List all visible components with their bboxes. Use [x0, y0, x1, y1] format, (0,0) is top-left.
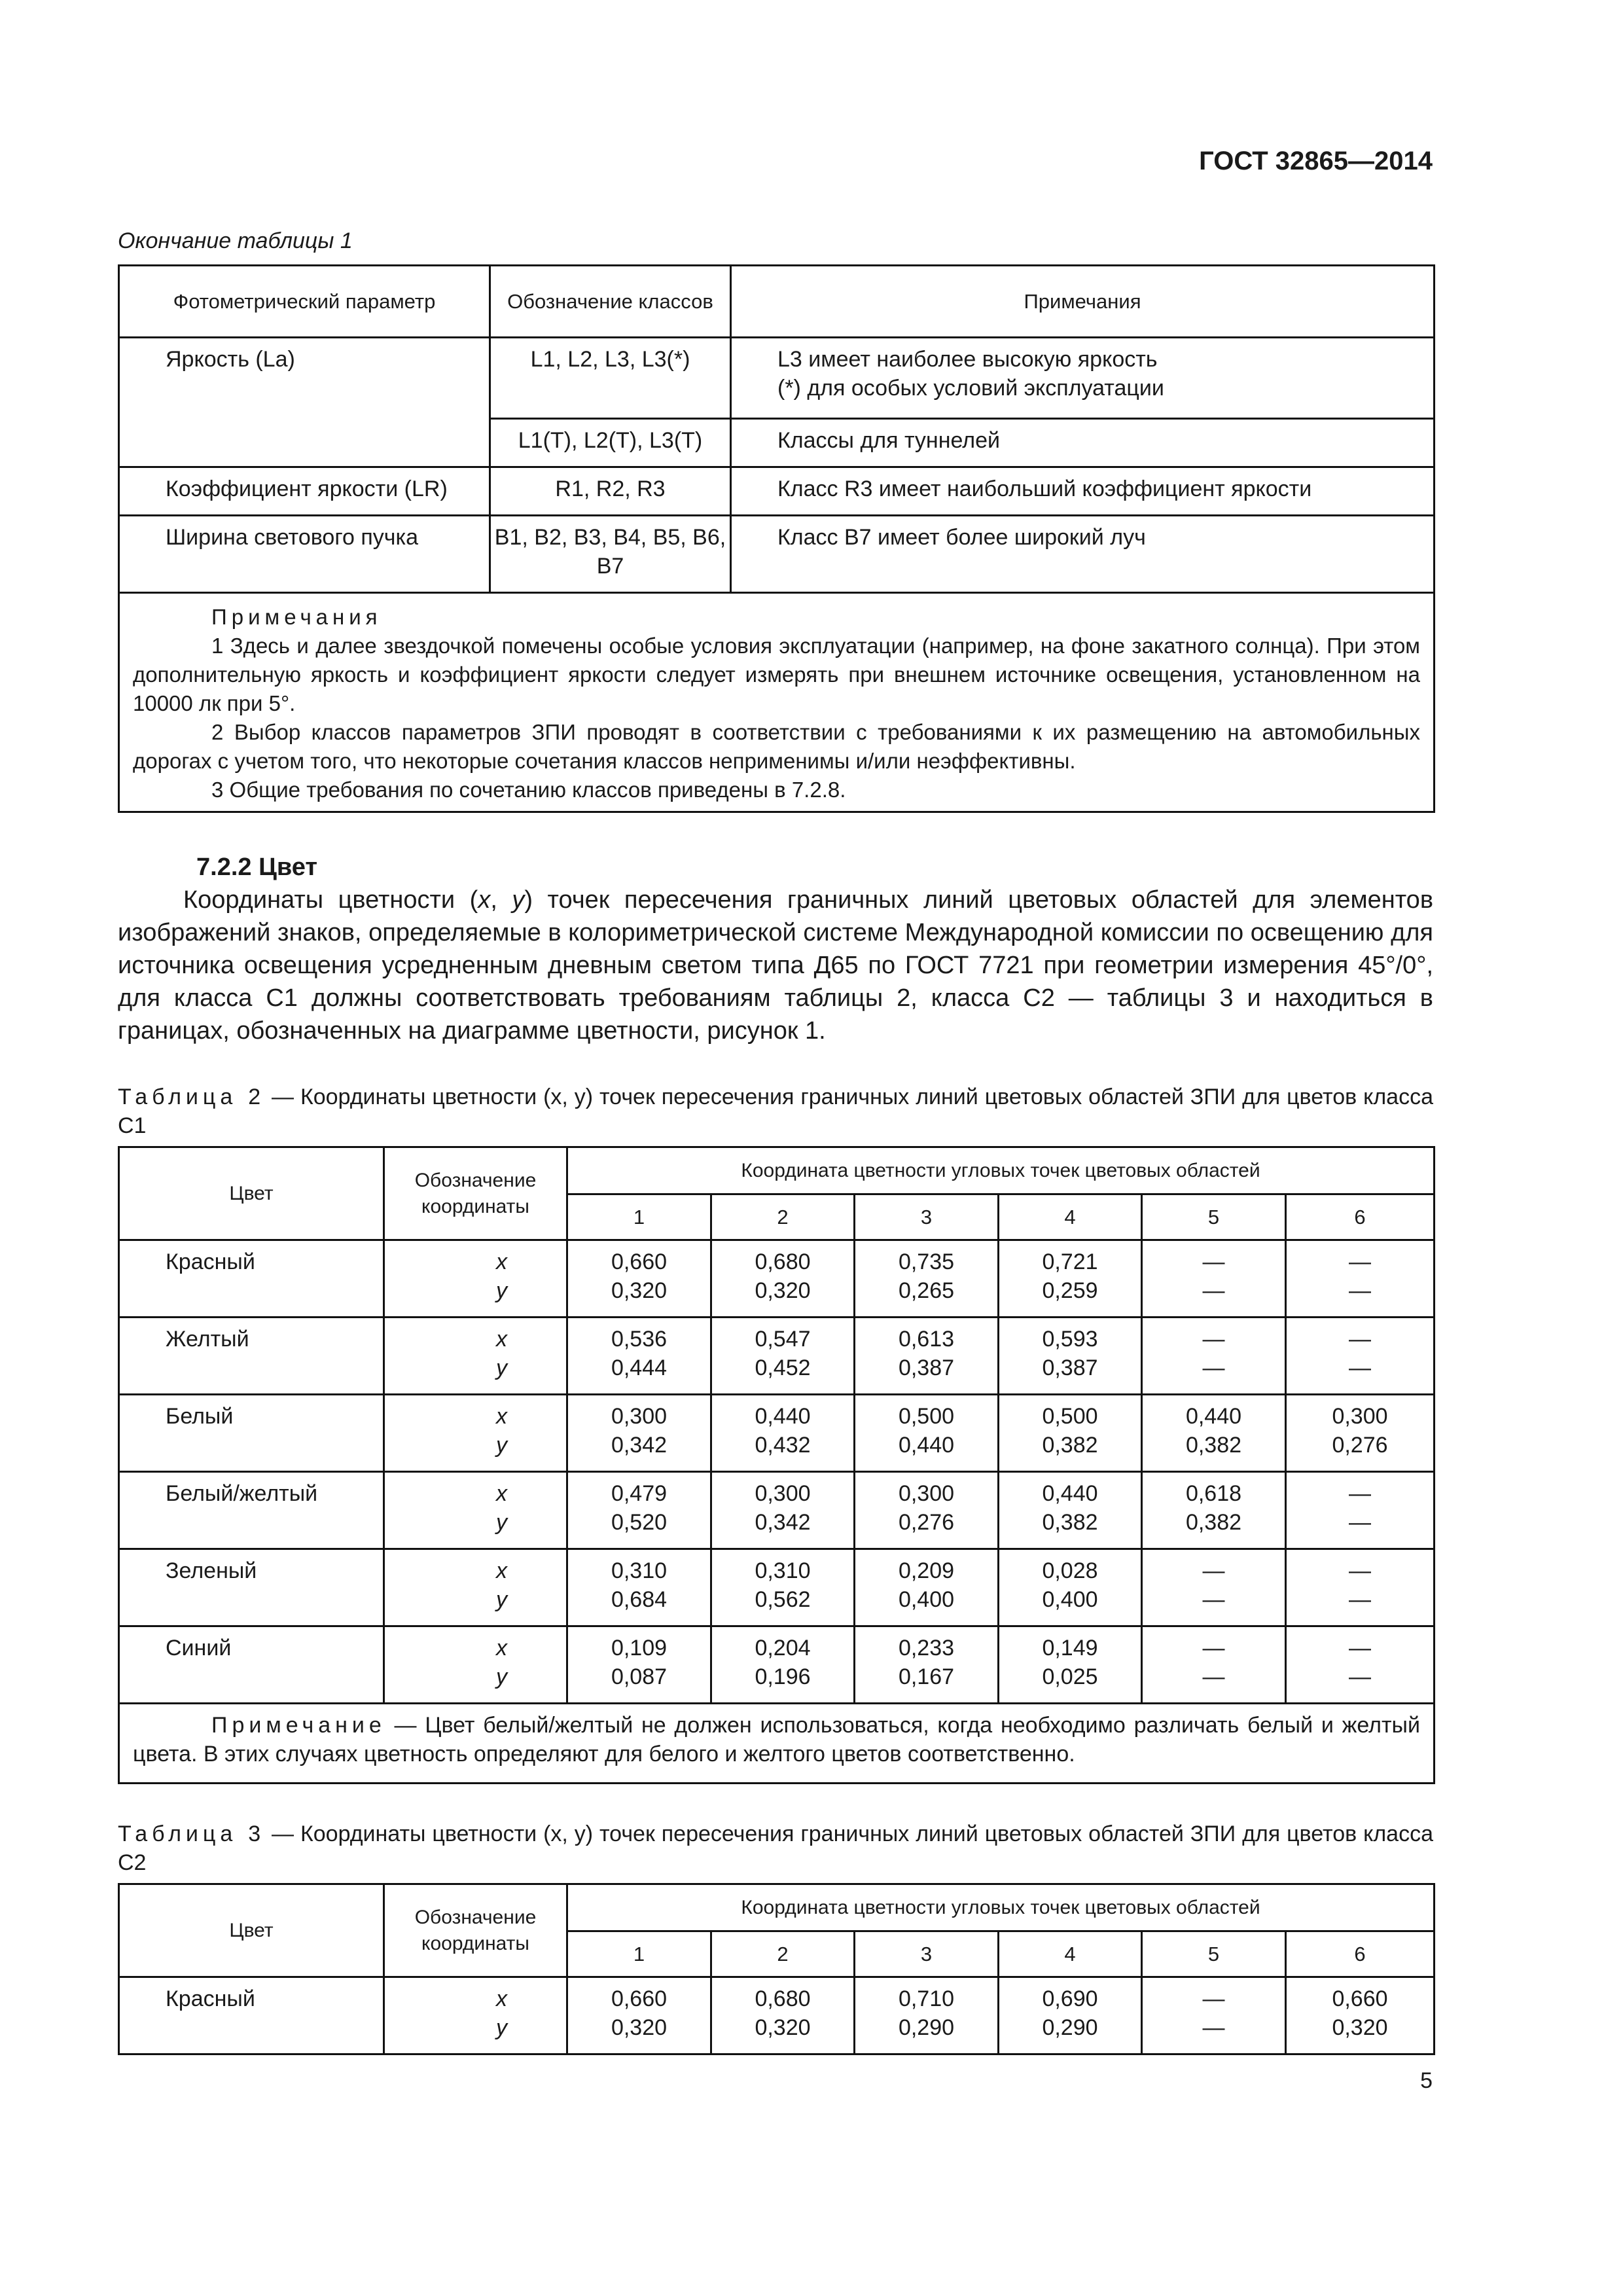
coord-cell	[567, 1626, 711, 1704]
table1	[118, 264, 1435, 813]
coord-cell	[855, 1240, 999, 1318]
coord-cell	[855, 1318, 999, 1395]
table1-notes	[119, 593, 1435, 812]
coord-y-value: 0,452	[755, 1355, 811, 1380]
coord-cell	[567, 1977, 711, 2054]
coord-y-label: y	[496, 1664, 507, 1689]
coord-cell	[999, 1395, 1142, 1472]
coord-y-value: 0,520	[611, 1510, 668, 1535]
coord-y-value: 0,167	[898, 1664, 955, 1689]
table-row	[119, 1549, 1435, 1626]
coord-x-value: —	[1202, 1249, 1225, 1274]
coord-y-value: 0,387	[1042, 1355, 1098, 1380]
coord-cell	[1286, 1977, 1435, 2054]
coord-y-value: 0,342	[611, 1433, 668, 1458]
coord-cell	[711, 1395, 855, 1472]
table2-note	[119, 1704, 1435, 1784]
coord-cell	[711, 1626, 855, 1704]
table-row	[119, 1395, 1435, 1472]
table-row	[119, 1977, 1435, 2054]
coord-x-label: x	[496, 1327, 507, 1352]
coord-x-value: 0,310	[611, 1558, 668, 1583]
table1-classes: R1, R2, R3	[490, 467, 731, 516]
coord-x-value: —	[1202, 1327, 1225, 1352]
coord-x-label: x	[496, 1636, 507, 1660]
coord-y-value: 0,320	[755, 2015, 811, 2040]
table2-header-point: 3	[855, 1194, 999, 1240]
table-row	[119, 1626, 1435, 1704]
coord-cell	[711, 1977, 855, 2054]
coord-cell	[999, 1626, 1142, 1704]
coord-cell	[999, 1240, 1142, 1318]
coord-x-value: 0,440	[1185, 1404, 1242, 1429]
section-body-x: x	[478, 886, 491, 914]
coord-y-value: 0,440	[898, 1433, 955, 1458]
table2	[118, 1146, 1435, 1784]
section-body-text: Координаты цветности (	[183, 886, 478, 914]
coord-x-value: —	[1349, 1481, 1371, 1506]
coord-y-value: 0,320	[611, 1278, 668, 1303]
table3-header-point: 3	[855, 1931, 999, 1977]
coord-y-value: 0,382	[1185, 1510, 1242, 1535]
table2-header-point: 4	[999, 1194, 1142, 1240]
color-name: Зеленый	[119, 1549, 384, 1626]
coord-y-label: y	[496, 1587, 507, 1612]
coord-y-value: 0,382	[1042, 1510, 1098, 1535]
coord-y-value: 0,444	[611, 1355, 668, 1380]
coord-y-label: y	[496, 1510, 507, 1535]
coord-x-value: —	[1202, 1558, 1225, 1583]
coord-x-value: 0,149	[1042, 1636, 1098, 1660]
coord-x-value: 0,204	[755, 1636, 811, 1660]
coord-cell	[711, 1549, 855, 1626]
coord-cell	[855, 1472, 999, 1549]
coord-cell	[855, 1626, 999, 1704]
coord-y-value: 0,265	[898, 1278, 955, 1303]
section-body-y: y	[512, 886, 525, 914]
table2-header-group: Координата цветности угловых точек цветовых областей	[567, 1147, 1435, 1194]
coord-cell	[567, 1472, 711, 1549]
table2-header-point: 5	[1142, 1194, 1286, 1240]
section-7-2-2	[118, 851, 1433, 1047]
table3-label: Таблица 3	[118, 1821, 266, 1846]
coord-cell	[1142, 1395, 1286, 1472]
coord-y-value: 0,259	[1042, 1278, 1098, 1303]
color-name: Синий	[119, 1626, 384, 1704]
table3-caption	[118, 1820, 1433, 1877]
coord-cell	[1142, 1240, 1286, 1318]
coord-x-value: 0,735	[898, 1249, 955, 1274]
coord-y-value: —	[1349, 1664, 1371, 1689]
coord-y-value: 0,320	[1332, 2015, 1388, 2040]
coord-y-value: 0,400	[1042, 1587, 1098, 1612]
coord-cell	[1286, 1318, 1435, 1395]
table2-body	[119, 1240, 1435, 1704]
coord-cell	[567, 1549, 711, 1626]
coord-y-value: 0,290	[1042, 2015, 1098, 2040]
coord-x-label: x	[496, 1558, 507, 1583]
table2-header-point: 1	[567, 1194, 711, 1240]
table3-header-point: 5	[1142, 1931, 1286, 1977]
table3-header-coord: Обозначение координаты	[384, 1884, 567, 1977]
table2-note-text: — Цвет белый/желтый не должен использоваться, когда необходимо различать белый и желтый цвета. В этих случаях цветность определяют для белого и желтого цветов соответственно.	[133, 1713, 1420, 1767]
coord-label	[384, 1318, 567, 1395]
table1-note: Класс B7 имеет более широкий луч	[731, 516, 1435, 593]
coord-cell	[855, 1549, 999, 1626]
coord-cell	[1286, 1472, 1435, 1549]
coord-y-label: y	[496, 1433, 507, 1458]
color-name: Белый	[119, 1395, 384, 1472]
table1-classes: L1(T), L2(T), L3(T)	[490, 419, 731, 467]
coord-label	[384, 1549, 567, 1626]
table2-caption	[118, 1083, 1433, 1140]
table3-header-point: 1	[567, 1931, 711, 1977]
coord-y-label: y	[496, 2015, 507, 2040]
coord-cell	[1142, 1626, 1286, 1704]
coord-y-value: 0,276	[1332, 1433, 1388, 1458]
table2-header-point: 2	[711, 1194, 855, 1240]
color-name: Белый/желтый	[119, 1472, 384, 1549]
coord-y-value: 0,387	[898, 1355, 955, 1380]
coord-x-value: 0,536	[611, 1327, 668, 1352]
coord-x-value: —	[1349, 1558, 1371, 1583]
coord-y-value: 0,290	[898, 2015, 955, 2040]
coord-y-value: 0,432	[755, 1433, 811, 1458]
color-name: Желтый	[119, 1318, 384, 1395]
color-name: Красный	[119, 1977, 384, 2054]
coord-y-value: 0,276	[898, 1510, 955, 1535]
table1-note-item: 3 Общие требования по сочетанию классов приведены в 7.2.8.	[211, 778, 846, 802]
table3	[118, 1883, 1435, 2055]
coord-y-value: —	[1349, 1278, 1371, 1303]
coord-x-value: 0,680	[755, 1249, 811, 1274]
coord-x-value: 0,618	[1185, 1481, 1242, 1506]
coord-cell	[1286, 1626, 1435, 1704]
coord-y-value: 0,320	[755, 1278, 811, 1303]
section-body-sep: ,	[490, 886, 512, 914]
coord-y-value: —	[1202, 1355, 1225, 1380]
table3-header-point: 4	[999, 1931, 1142, 1977]
table3-header-point: 6	[1286, 1931, 1435, 1977]
table1-note-item: 1 Здесь и далее звездочкой помечены особые условия эксплуатации (например, на фоне закатного солнца). При этом дополнительную яркость и коэффициент яркости следует измерять при внешнем источнике освещения, установленном на 10000 лк при 5°.	[133, 634, 1420, 715]
table1-note: Классы для туннелей	[731, 419, 1435, 467]
color-name: Красный	[119, 1240, 384, 1318]
coord-cell	[1142, 1318, 1286, 1395]
document-id: ГОСТ 32865—2014	[1199, 147, 1433, 175]
coord-label	[384, 1395, 567, 1472]
coord-y-value: 0,196	[755, 1664, 811, 1689]
coord-x-value: —	[1349, 1249, 1371, 1274]
table1-note-line: L3 имеет наиболее высокую яркость	[777, 347, 1158, 372]
coord-cell	[855, 1395, 999, 1472]
coord-cell	[855, 1977, 999, 2054]
coord-cell	[567, 1318, 711, 1395]
coord-y-label: y	[496, 1355, 507, 1380]
table2-header-color: Цвет	[119, 1147, 384, 1240]
coord-cell	[1286, 1549, 1435, 1626]
coord-x-value: 0,300	[1332, 1404, 1388, 1429]
table1-param: Яркость (La)	[119, 338, 490, 467]
coord-x-value: 0,613	[898, 1327, 955, 1352]
coord-y-value: —	[1202, 1278, 1225, 1303]
coord-cell	[999, 1549, 1142, 1626]
coord-x-value: 0,310	[755, 1558, 811, 1583]
coord-x-value: 0,440	[755, 1404, 811, 1429]
coord-x-value: 0,233	[898, 1636, 955, 1660]
coord-x-label: x	[496, 1404, 507, 1429]
coord-x-value: —	[1202, 1636, 1225, 1660]
coord-y-value: —	[1202, 1664, 1225, 1689]
coord-cell	[1142, 1549, 1286, 1626]
table3-header-color: Цвет	[119, 1884, 384, 1977]
table1-header-classes: Обозначение классов	[490, 266, 731, 338]
coord-cell	[999, 1472, 1142, 1549]
coord-y-value: 0,382	[1042, 1433, 1098, 1458]
coord-x-value: 0,593	[1042, 1327, 1098, 1352]
coord-x-value: 0,660	[1332, 1986, 1388, 2011]
table3-body	[119, 1977, 1435, 2054]
table3-header-point: 2	[711, 1931, 855, 1977]
coord-cell	[711, 1318, 855, 1395]
table2-header-coord: Обозначение координаты	[384, 1147, 567, 1240]
table2-label: Таблица 2	[118, 1085, 266, 1109]
coord-cell	[711, 1472, 855, 1549]
coord-x-value: 0,209	[898, 1558, 955, 1583]
coord-x-value: 0,300	[611, 1404, 668, 1429]
coord-y-value: 0,087	[611, 1664, 668, 1689]
coord-cell	[1286, 1395, 1435, 1472]
coord-y-value: 0,342	[755, 1510, 811, 1535]
coord-y-value: —	[1349, 1510, 1371, 1535]
table1-param: Коэффициент яркости (LR)	[119, 467, 490, 516]
table1-classes: L1, L2, L3, L3(*)	[490, 338, 731, 419]
coord-cell	[999, 1977, 1142, 2054]
coord-y-value: —	[1349, 1587, 1371, 1612]
table1-header-notes: Примечания	[731, 266, 1435, 338]
table1-note	[731, 338, 1435, 419]
table1-header-param: Фотометрический параметр	[119, 266, 490, 338]
table2-title: — Координаты цветности (x, y) точек пересечения граничных линий цветовых областей ЗПИ для цветов класса C1	[118, 1085, 1433, 1138]
table1-note-line: (*) для особых условий эксплуатации	[777, 376, 1164, 401]
coord-x-value: —	[1349, 1327, 1371, 1352]
table1-param: Ширина светового пучка	[119, 516, 490, 593]
coord-y-value: 0,400	[898, 1587, 955, 1612]
coord-x-value: 0,721	[1042, 1249, 1098, 1274]
coord-x-value: 0,440	[1042, 1481, 1098, 1506]
coord-x-label: x	[496, 1481, 507, 1506]
table2-note-label: Примечание	[211, 1713, 386, 1738]
coord-y-value: —	[1202, 1587, 1225, 1612]
coord-x-value: 0,660	[611, 1986, 668, 2011]
coord-y-value: 0,684	[611, 1587, 668, 1612]
coord-cell	[567, 1395, 711, 1472]
coord-x-value: 0,109	[611, 1636, 668, 1660]
coord-x-label: x	[496, 1986, 507, 2011]
coord-x-value: 0,028	[1042, 1558, 1098, 1583]
section-heading: 7.2.2 Цвет	[196, 853, 317, 881]
table3-title: — Координаты цветности (x, y) точек пересечения граничных линий цветовых областей ЗПИ для цветов класса C2	[118, 1821, 1433, 1875]
coord-label	[384, 1626, 567, 1704]
coord-y-value: 0,025	[1042, 1664, 1098, 1689]
coord-x-value: 0,500	[898, 1404, 955, 1429]
coord-x-value: 0,500	[1042, 1404, 1098, 1429]
coord-x-value: 0,680	[755, 1986, 811, 2011]
table1-caption: Окончание таблицы 1	[118, 228, 353, 253]
table1-notes-title: Примечания	[211, 605, 382, 629]
coord-x-value: 0,660	[611, 1249, 668, 1274]
coord-y-value: 0,320	[611, 2015, 668, 2040]
coord-cell	[999, 1318, 1142, 1395]
table-row	[119, 1472, 1435, 1549]
section-body-text: ) точек пересечения граничных линий цветовых областей для элементов изображений знаков, определяемые в колориметрической системе Международной комиссии по освещению для источника освещения усредненным дневным светом типа Д65 по ГОСТ 7721 при геометрии измерения 45°/0°, для класса C1 должны соответствовать требованиям таблицы 2, класса C2 — таблицы 3 и находиться в границах, обозначенных на диаграмме цветности, рисунок 1.	[118, 886, 1434, 1045]
coord-y-value: 0,382	[1185, 1433, 1242, 1458]
coord-x-value: 0,690	[1042, 1986, 1098, 2011]
coord-x-value: —	[1349, 1636, 1371, 1660]
table1-classes: B1, B2, B3, B4, B5, B6, B7	[490, 516, 731, 593]
table3-header-group: Координата цветности угловых точек цветовых областей	[567, 1884, 1435, 1931]
section-body	[118, 884, 1433, 1047]
coord-x-value: 0,300	[898, 1481, 955, 1506]
coord-cell	[711, 1240, 855, 1318]
coord-y-value: 0,562	[755, 1587, 811, 1612]
coord-cell	[1286, 1240, 1435, 1318]
coord-x-value: 0,547	[755, 1327, 811, 1352]
coord-y-value: —	[1202, 2015, 1225, 2040]
table1-note: Класс R3 имеет наибольший коэффициент яркости	[731, 467, 1435, 516]
coord-x-value: —	[1202, 1986, 1225, 2011]
coord-label	[384, 1977, 567, 2054]
coord-cell	[1142, 1977, 1286, 2054]
coord-y-label: y	[496, 1278, 507, 1303]
coord-cell	[567, 1240, 711, 1318]
coord-cell	[1142, 1472, 1286, 1549]
coord-x-value: 0,300	[755, 1481, 811, 1506]
coord-label	[384, 1240, 567, 1318]
coord-x-label: x	[496, 1249, 507, 1274]
page-number: 5	[1420, 2068, 1433, 2093]
coord-label	[384, 1472, 567, 1549]
coord-y-value: —	[1349, 1355, 1371, 1380]
table1-note-item: 2 Выбор классов параметров ЗПИ проводят в соответствии с требованиями к их размещению на автомобильных дорогах с учетом того, что некоторые сочетания классов неприменимы и/или неэффективны.	[133, 720, 1420, 773]
table-row	[119, 1318, 1435, 1395]
table2-header-point: 6	[1286, 1194, 1435, 1240]
coord-x-value: 0,479	[611, 1481, 668, 1506]
table-row	[119, 1240, 1435, 1318]
coord-x-value: 0,710	[898, 1986, 955, 2011]
